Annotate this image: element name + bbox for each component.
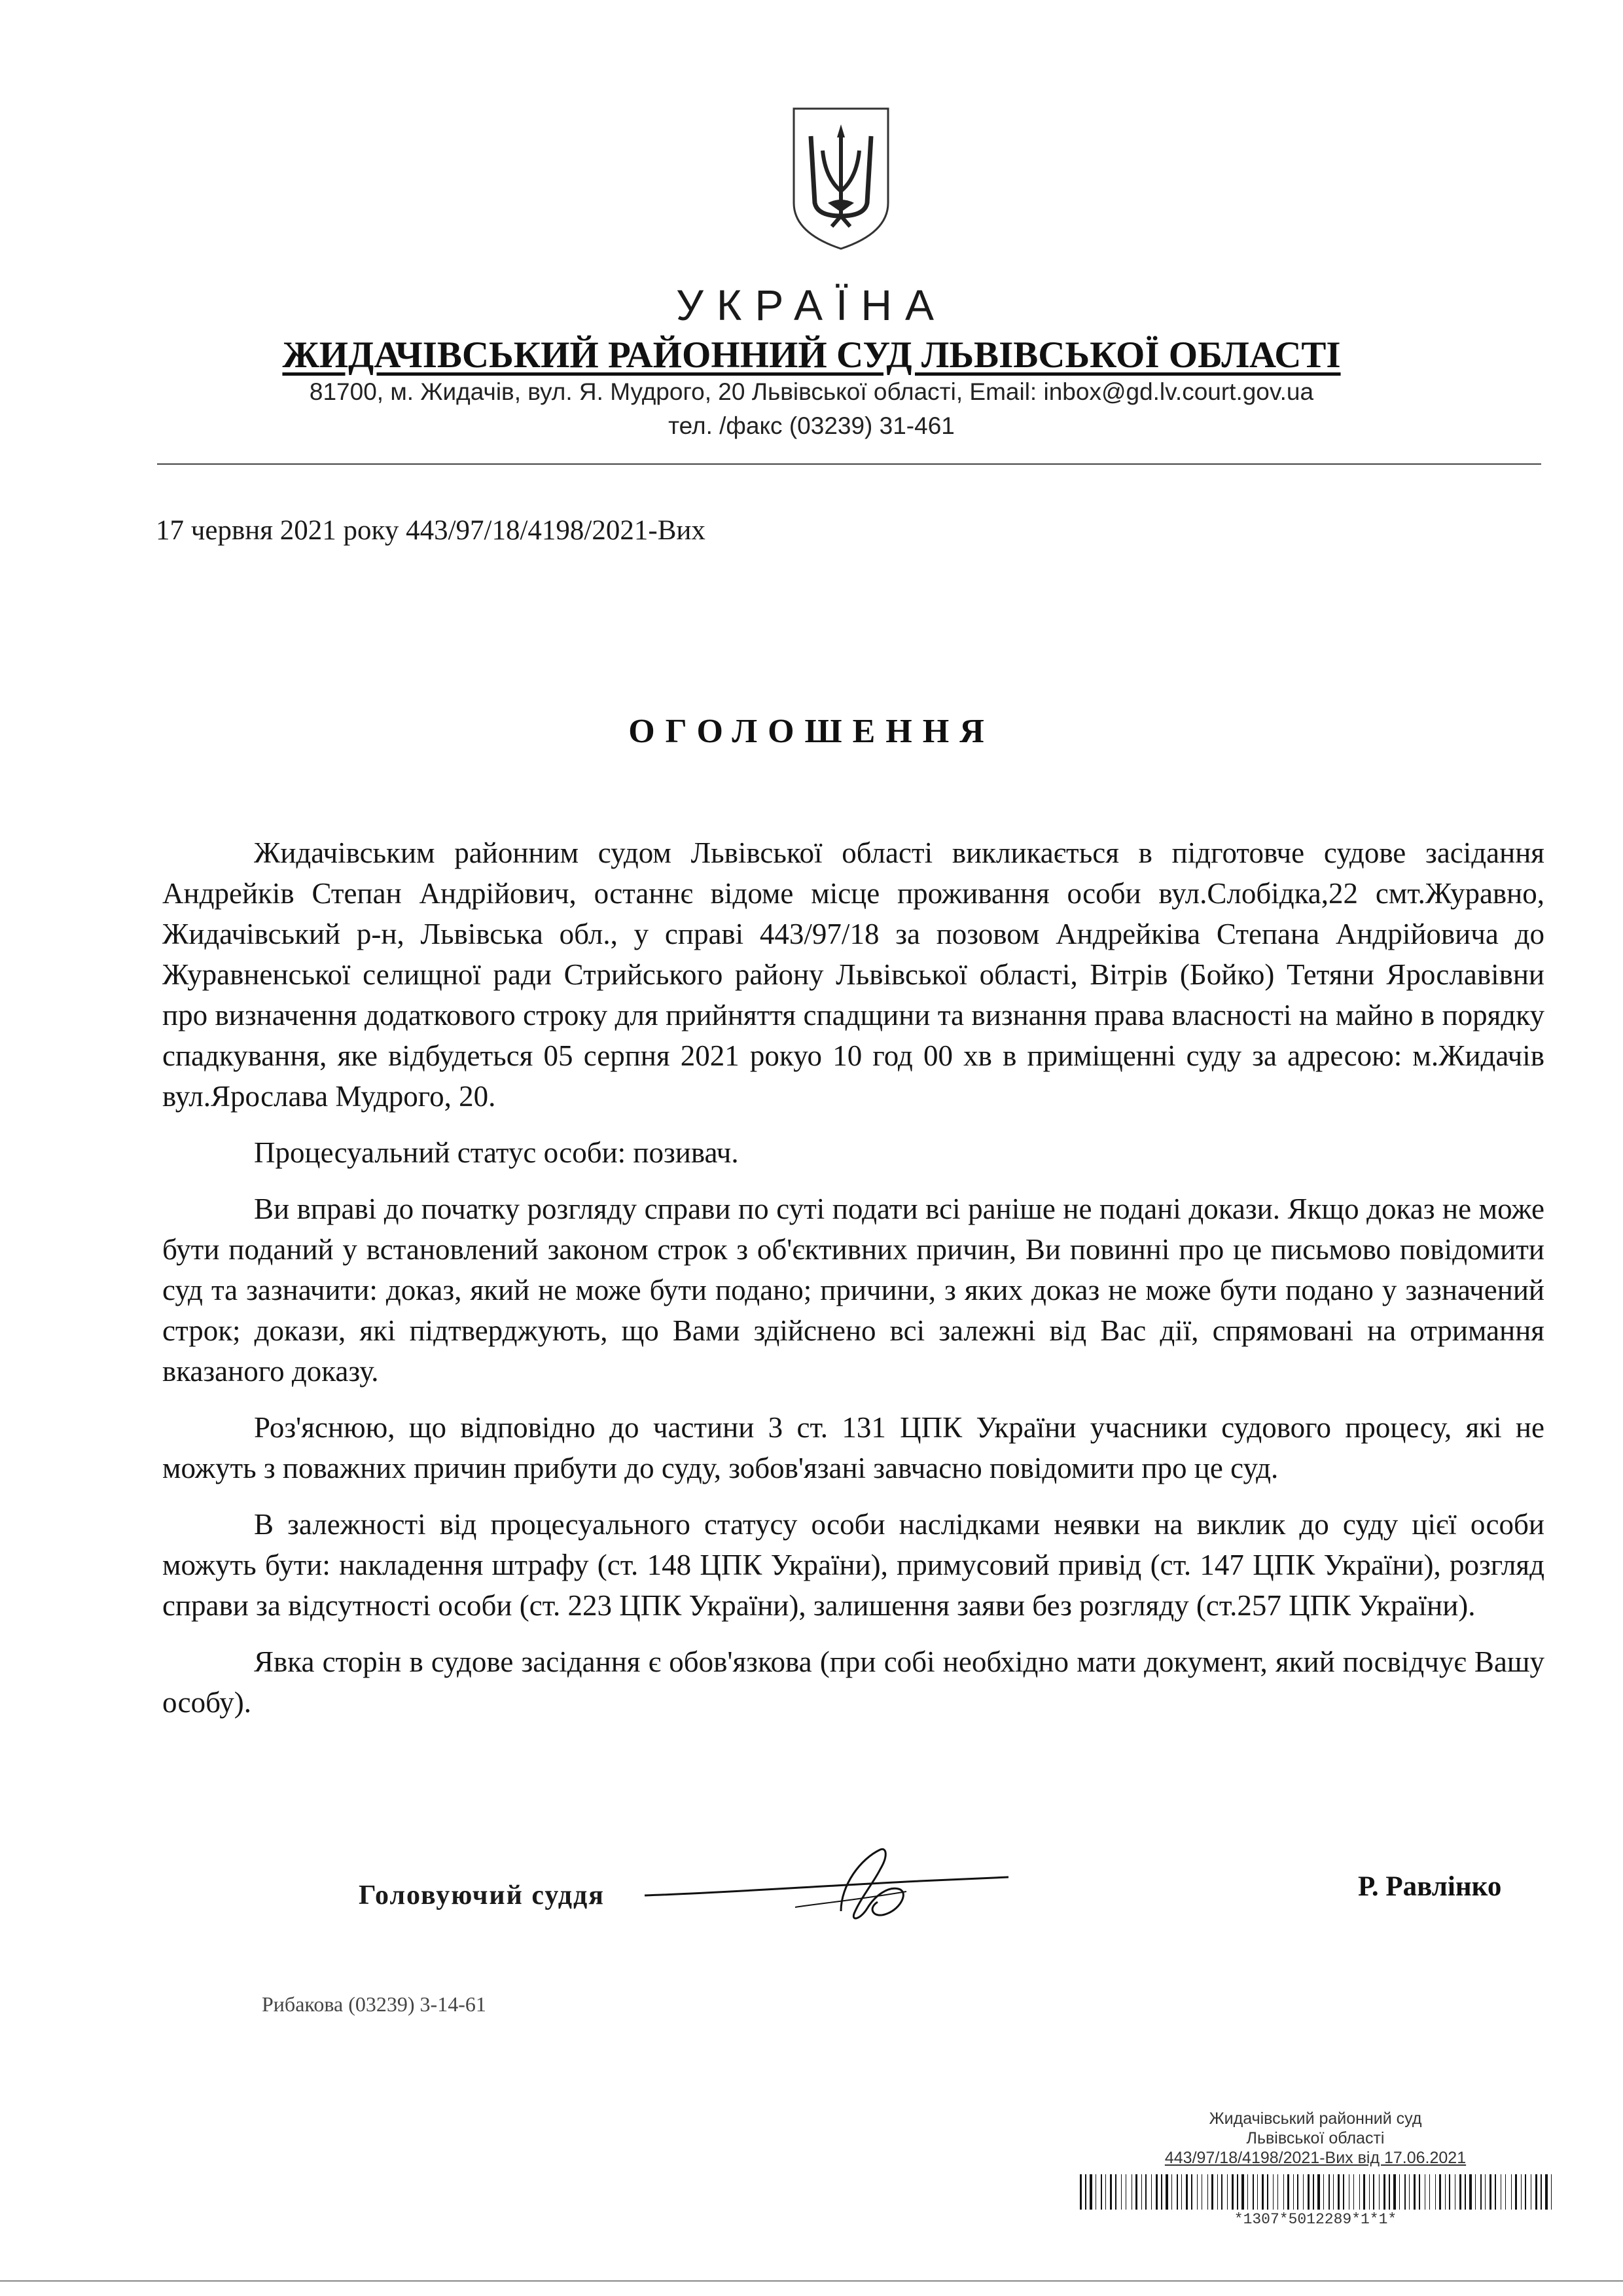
stamp-region-line: Львівської області: [1246, 2129, 1385, 2147]
stamp-court-line: Жидачівський районний суд: [1209, 2109, 1422, 2128]
document-date-number: 17 червня 2021 року 443/97/18/4198/2021-Вих: [156, 515, 705, 546]
signature-role: Головуючий суддя: [359, 1880, 605, 1910]
paragraph-notice: Роз'яснюю, що відповідно до частини 3 ст. 131 ЦПК України учасники судового процесу, які не можуть з поважних причин прибути до суду, зобов'язані завчасно повідомити про це суд.: [162, 1411, 1544, 1484]
stamp-number-line: 443/97/18/4198/2021-Вих від 17.06.2021: [1164, 2149, 1467, 2167]
header-divider: [157, 463, 1541, 465]
barcode-number: *1307*5012289*1*1*: [1234, 2211, 1397, 2228]
paragraph-evidence: Ви вправі до початку розгляду справи по суті подати всі раніше не подані докази. Якщо доказ не може бути поданий у встановлений законом строк з об'єктивних причин, Ви повинні про це письмово повідомити суд та зазначити: доказ, який не може бути подано; причини, з яких доказ не може бути подано у зазначений строк; докази, які підтверджують, що Вами здійснено всі залежні від Вас дії, спрямовані на отримання вказаного доказу.: [162, 1193, 1544, 1388]
court-address: 81700, м. Жидачів, вул. Я. Мудрого, 20 Львівської області, Email: inbox@gd.lv.court.gov.ua: [309, 378, 1314, 405]
registration-stamp: [1080, 2109, 1551, 2168]
handwritten-signature-icon: [645, 1846, 1011, 1931]
paragraph-attendance: Явка сторін в судове засідання є обов'язкова (при собі необхідно мати документ, який посвідчує Вашу особу).: [162, 1645, 1544, 1719]
court-name: ЖИДАЧІВСЬКИЙ РАЙОННИЙ СУД ЛЬВІВСЬКОЇ ОБЛАСТІ: [282, 334, 1341, 376]
court-phone: тел. /факс (03239) 31-461: [668, 412, 955, 439]
document-body: [162, 833, 1544, 1738]
paragraph-consequences: В залежності від процесуального статусу особи наслідками неявки на виклик до суду цієї особи можуть бути: накладення штрафу (ст. 148 ЦПК України), примусовий привід (ст. 147 ЦПК України), розгляд справи за відсутності особи (ст. 223 ЦПК України), залишення заяви без розгляду (ст.257 ЦПК України).: [162, 1508, 1544, 1622]
judge-name: Р. Равлінко: [1358, 1871, 1502, 1902]
paragraph-status: Процесуальний статус особи: позивач.: [254, 1136, 739, 1169]
country-title: УКРАЇНА: [675, 281, 948, 329]
document-title: ОГОЛОШЕННЯ: [628, 713, 995, 750]
barcode-icon: [1080, 2174, 1558, 2210]
executor-contact: Рибакова (03239) 3-14-61: [262, 1992, 486, 2016]
tryzub-coat-of-arms-icon: [789, 105, 893, 252]
paragraph-summons: Жидачівським районним судом Львівської області викликається в підготовче судове засідання Андрейків Степан Андрійович, останнє відоме місце проживання особи вул.Слобідка,22 смт.Журавно, Жидачівський р-н, Львівська обл., у справі 443/97/18 за позовом Андрейківа Степана Андрійовича до Журавненської селищної ради Стрийського району Львівської області, Вітрів (Бойко) Тетяни Ярославівни про визначення додаткового строку для прийняття спадщини та визнання права власності на майно в порядку спадкування, яке відбудеться 05 серпня 2021 рокуо 10 год 00 хв в приміщенні суду за адресою: м.Жидачів вул.Ярослава Мудрого, 20.: [162, 836, 1544, 1113]
scan-bottom-edge: [0, 2280, 1623, 2282]
